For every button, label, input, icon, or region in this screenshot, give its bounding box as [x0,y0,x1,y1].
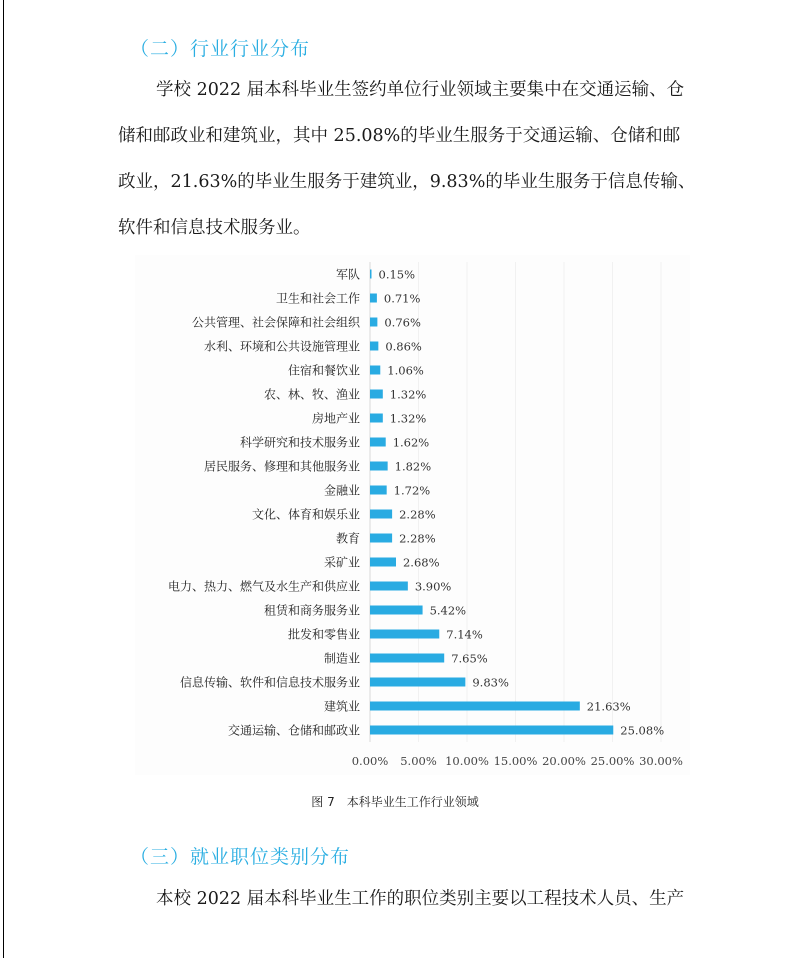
category-label: 住宿和餐饮业 [287,363,360,378]
x-tick-label: 0.00% [351,754,389,768]
bar [370,678,465,687]
bar-value-label: 3.90% [414,579,452,594]
paragraph-line: 学校 2022 届本科毕业生签约单位行业领域主要集中在交通运输、仓 [156,80,685,100]
x-tick-label: 15.00% [493,754,538,768]
category-label: 租赁和商务服务业 [263,603,360,618]
bar-value-label: 1.32% [389,387,427,402]
bar-value-label: 0.15% [378,267,416,282]
bar [370,294,377,303]
bar-value-label: 25.08% [620,723,665,738]
bar [370,438,386,447]
bar [370,654,444,663]
bar [370,486,387,495]
section-heading-position: （三）就业职位类别分布 [130,846,351,868]
category-label: 制造业 [323,651,360,666]
x-tick-label: 25.00% [590,754,635,768]
bar [370,606,423,615]
bar-value-label: 1.32% [389,411,427,426]
bar-value-label: 0.86% [385,339,422,354]
paragraph-line: 储和邮政业和建筑业，其中 25.08%的毕业生服务于交通运输、仓储和邮 [118,126,681,146]
bar [370,558,396,567]
bar-value-label: 2.28% [399,531,436,546]
category-label: 批发和零售业 [287,627,360,642]
bar-value-label: 9.83% [472,675,509,690]
bar [370,462,388,471]
bar-value-label: 0.71% [383,291,421,306]
bar [370,342,378,351]
bar-value-label: 1.82% [394,459,432,474]
x-tick-label: 30.00% [639,754,683,768]
category-label: 卫生和社会工作 [275,291,360,306]
bar [370,726,613,735]
bar [370,318,377,327]
bar-value-label: 7.14% [446,627,483,642]
category-label: 采矿业 [323,555,360,570]
category-label: 建筑业 [323,699,360,714]
bar [370,702,580,711]
bar [370,366,380,375]
bar-value-label: 2.28% [399,507,436,522]
position-paragraph [118,876,718,922]
category-label: 金融业 [323,483,360,498]
bar-value-label: 7.65% [451,651,488,666]
category-label: 科学研究和技术服务业 [239,435,360,450]
category-label: 公共管理、社会保障和社会组织 [191,315,360,330]
category-label: 文化、体育和娱乐业 [251,507,360,522]
bar-value-label: 5.42% [429,603,467,618]
paragraph-line: 软件和信息技术服务业。 [118,218,311,238]
bar-value-label: 1.72% [393,483,431,498]
paragraph-line: 政业，21.63%的毕业生服务于建筑业，9.83%的毕业生服务于信息传输、 [118,172,696,192]
category-label: 军队 [335,267,360,282]
category-label: 电力、热力、燃气及水生产和供应业 [167,579,360,594]
category-label: 交通运输、仓储和邮政业 [227,723,360,738]
bar [370,630,439,639]
bar-value-label: 1.06% [387,363,424,378]
category-label: 信息传输、软件和信息技术服务业 [179,675,360,690]
category-label: 居民服务、修理和其他服务业 [203,459,360,474]
bar [370,582,408,591]
category-label: 房地产业 [311,411,360,426]
bar-value-label: 21.63% [586,699,631,714]
chart-caption: 图 7 本科毕业生工作行业领域 [311,795,479,809]
x-tick-label: 5.00% [400,754,437,768]
paragraph-line: 本校 2022 届本科毕业生工作的职位类别主要以工程技术人员、生产 [156,889,685,909]
category-label: 教育 [335,531,360,546]
category-label: 农、林、牧、渔业 [263,387,360,402]
bar [370,414,383,423]
category-label: 水利、环境和公共设施管理业 [203,339,360,354]
x-tick-label: 20.00% [542,754,586,768]
bar [370,510,392,519]
bar [370,534,392,543]
bar-value-label: 1.62% [392,435,430,450]
bar-value-label: 0.76% [384,315,421,330]
bar [370,270,372,279]
x-tick-label: 10.00% [445,754,489,768]
bar-value-label: 2.68% [402,555,440,570]
bar [370,390,383,399]
section-heading-industry: （二）行业行业分布 [130,38,311,60]
